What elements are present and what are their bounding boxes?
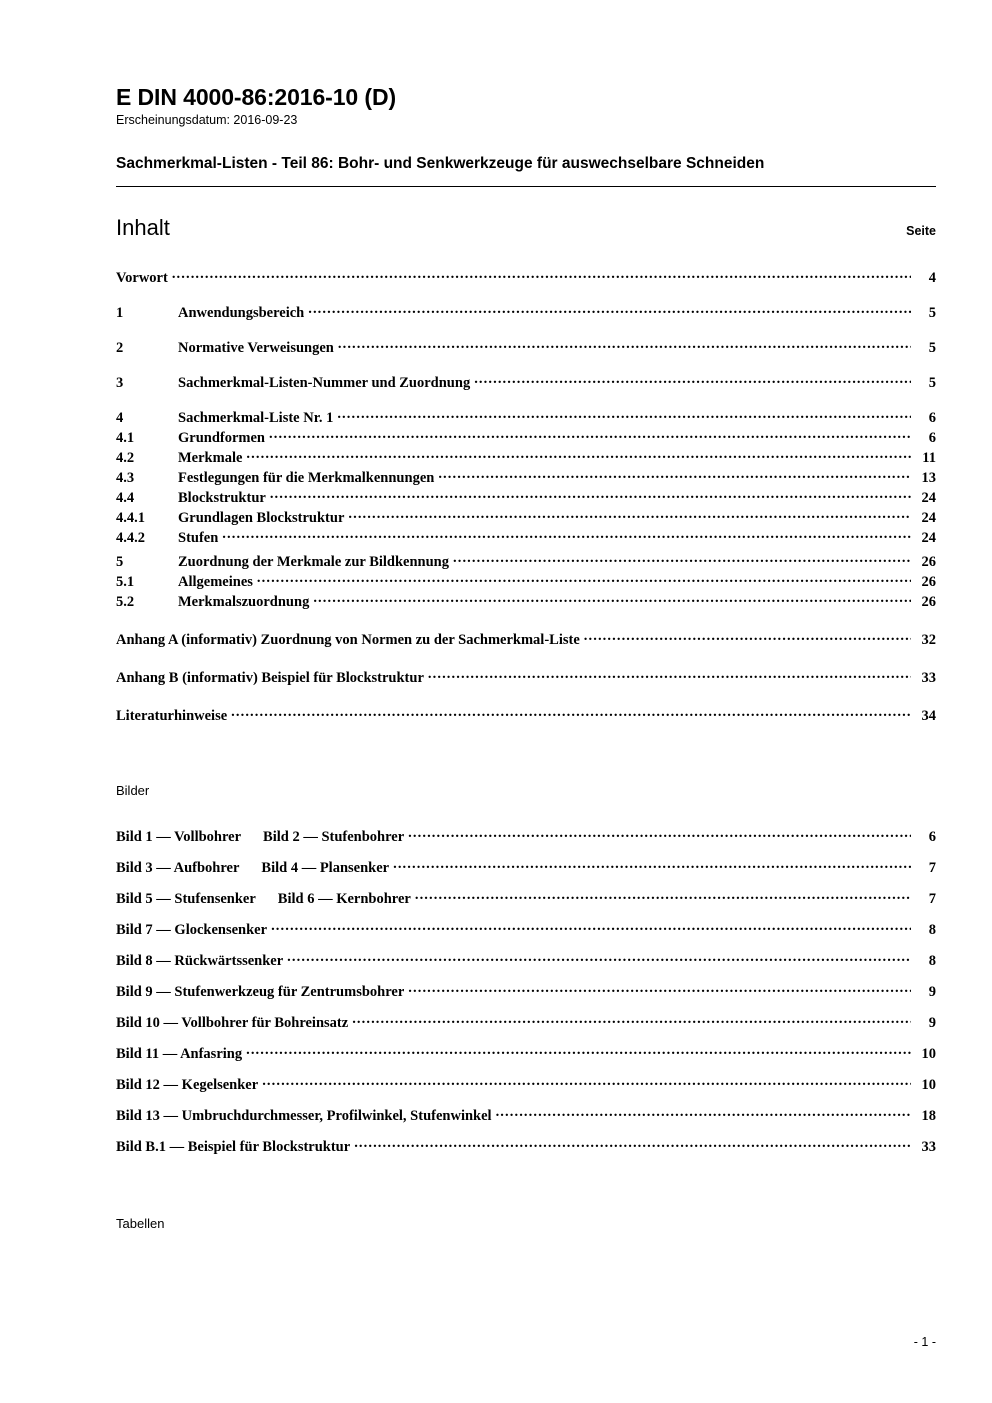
- figure-page: 10: [921, 1076, 936, 1093]
- toc-page: 13: [921, 469, 936, 486]
- toc-label: Sachmerkmal-Listen-Nummer und Zuordnung: [178, 374, 471, 391]
- tables-section: [116, 1216, 936, 1231]
- toc-page: 33: [921, 669, 936, 686]
- toc-entry-4-2[interactable]: [116, 447, 936, 465]
- figure-entry-13[interactable]: [116, 1105, 936, 1123]
- toc-number: 4.4: [116, 489, 135, 506]
- toc-leader: [408, 981, 911, 996]
- toc-label: Normative Verweisungen: [178, 339, 334, 356]
- toc-label: Allgemeines: [178, 573, 253, 590]
- toc-leader: [453, 551, 911, 566]
- figure-entry-9[interactable]: [116, 981, 936, 999]
- toc-page: 24: [921, 509, 936, 526]
- contents-heading: Inhalt: [116, 215, 170, 241]
- toc-number: 5.1: [116, 573, 135, 590]
- page-column-label: Seite: [906, 224, 936, 239]
- figure-entry-8[interactable]: [116, 950, 936, 968]
- toc-entry-1[interactable]: [116, 302, 936, 320]
- toc-leader: [428, 667, 911, 682]
- document-number: E DIN 4000-86:2016-10 (D): [116, 84, 397, 110]
- figure-page: 9: [928, 1014, 936, 1031]
- toc-leader: [438, 467, 911, 482]
- figure-entry-b1[interactable]: [116, 1136, 936, 1154]
- figure-label: Bild 11 — Anfasring: [116, 1045, 243, 1062]
- toc-page: 32: [921, 631, 936, 648]
- toc-label: Grundformen: [178, 429, 265, 446]
- figures-section: [116, 783, 936, 1154]
- toc-leader: [222, 527, 911, 542]
- toc-page: 6: [928, 429, 936, 446]
- toc-page: 26: [921, 573, 936, 590]
- toc-label: Literaturhinweise: [116, 707, 228, 724]
- toc-entry-5-1[interactable]: [116, 571, 936, 589]
- toc-label: Merkmalszuordnung: [178, 593, 310, 610]
- figure-entry-5[interactable]: [116, 888, 936, 906]
- figure-label: Bild 13 — Umbruchdurchmesser, Profilwinkel, Stufenwinkel: [116, 1107, 492, 1124]
- toc-leader: [172, 267, 911, 282]
- toc-entry-vorwort[interactable]: [116, 267, 936, 285]
- toc-label: Zuordnung der Merkmale zur Bildkennung: [178, 553, 449, 570]
- toc-label: Blockstruktur: [178, 489, 266, 506]
- toc-entry-literaturhinweise[interactable]: [116, 705, 936, 723]
- figures-list: [116, 826, 936, 1154]
- toc-page: 24: [921, 489, 936, 506]
- page-number: - 1 -: [913, 1335, 936, 1349]
- toc-page: 4: [928, 269, 936, 286]
- toc-entry-2[interactable]: [116, 337, 936, 355]
- toc-number: 4.2: [116, 449, 135, 466]
- toc-number: 4: [116, 409, 124, 426]
- figure-entry-11[interactable]: [116, 1043, 936, 1061]
- toc-leader: [415, 888, 911, 903]
- figure-page: 8: [928, 952, 936, 969]
- toc-label: Festlegungen für die Merkmalkennungen: [178, 469, 435, 486]
- document-header: [116, 84, 936, 187]
- toc-leader: [313, 591, 911, 606]
- figure-label: Bild 10 — Vollbohrer für Bohreinsatz: [116, 1014, 349, 1031]
- figure-entry-3[interactable]: [116, 857, 936, 875]
- toc-label: Sachmerkmal-Liste Nr. 1: [178, 409, 334, 426]
- toc-label: Vorwort: [116, 269, 168, 286]
- toc-leader: [270, 487, 911, 502]
- toc-leader: [474, 372, 911, 387]
- toc-entry-4-4[interactable]: [116, 487, 936, 505]
- toc-leader: [246, 447, 911, 462]
- toc-entry-4-4-2[interactable]: [116, 527, 936, 545]
- toc-leader: [262, 1074, 911, 1089]
- toc-page: 34: [921, 707, 936, 724]
- toc-entry-4-4-1[interactable]: [116, 507, 936, 525]
- toc-entry-4-1[interactable]: [116, 427, 936, 445]
- toc-leader: [257, 571, 911, 586]
- figure-label: Bild 9 — Stufenwerkzeug für Zentrumsbohrer: [116, 983, 405, 1000]
- figure-label: Bild 8 — Rückwärtssenker: [116, 952, 284, 969]
- toc-leader: [352, 1012, 911, 1027]
- toc-leader: [408, 826, 911, 841]
- toc-leader: [393, 857, 911, 872]
- toc-leader: [354, 1136, 911, 1151]
- toc-page: 5: [928, 374, 936, 391]
- toc-page: 5: [928, 339, 936, 356]
- toc-number: 1: [116, 304, 124, 321]
- figure-entry-10[interactable]: [116, 1012, 936, 1030]
- toc-page: 11: [922, 449, 936, 466]
- toc-number: 4.1: [116, 429, 135, 446]
- toc-leader: [231, 705, 911, 720]
- toc-leader: [338, 337, 911, 352]
- figure-label: Bild 3 — Aufbohrer Bild 4 — Plansenker: [116, 859, 390, 876]
- toc-number: 4.4.2: [116, 529, 145, 546]
- figure-label: Bild 1 — Vollbohrer Bild 2 — Stufenbohrer: [116, 828, 405, 845]
- toc-leader: [287, 950, 911, 965]
- toc-entry-4-3[interactable]: [116, 467, 936, 485]
- figure-page: 33: [921, 1138, 936, 1155]
- toc-number: 5: [116, 553, 124, 570]
- toc-entry-4[interactable]: [116, 407, 936, 425]
- figure-page: 9: [928, 983, 936, 1000]
- toc-page: 5: [928, 304, 936, 321]
- figure-entry-12[interactable]: [116, 1074, 936, 1092]
- document-title: Sachmerkmal-Listen - Teil 86: Bohr- und Senkwerkzeuge für auswechselbare Schneiden: [116, 155, 765, 173]
- figure-page: 8: [928, 921, 936, 938]
- figure-page: 18: [921, 1107, 936, 1124]
- toc-number: 5.2: [116, 593, 135, 610]
- toc-page: 26: [921, 593, 936, 610]
- figure-entry-7[interactable]: [116, 919, 936, 937]
- figure-label: Bild 12 — Kegelsenker: [116, 1076, 259, 1093]
- figure-label: Bild B.1 — Beispiel für Blockstruktur: [116, 1138, 351, 1155]
- toc-number: 3: [116, 374, 124, 391]
- toc-page: 6: [928, 409, 936, 426]
- publication-date: Erscheinungsdatum: 2016-09-23: [116, 113, 298, 128]
- toc-entry-3[interactable]: [116, 372, 936, 390]
- toc-entry-anhang-a[interactable]: [116, 629, 936, 647]
- toc-leader: [337, 407, 911, 422]
- figure-label: Bild 7 — Glockensenker: [116, 921, 268, 938]
- toc-label: Merkmale: [178, 449, 243, 466]
- toc-entry-anhang-b[interactable]: [116, 667, 936, 685]
- toc-entry-5[interactable]: [116, 551, 936, 569]
- figure-label: Bild 5 — Stufensenker Bild 6 — Kernbohrer: [116, 890, 411, 907]
- contents-heading-row: [116, 215, 936, 241]
- toc-leader: [584, 629, 911, 644]
- toc-number: 4.4.1: [116, 509, 145, 526]
- toc-number: 2: [116, 339, 124, 356]
- toc-page: 26: [921, 553, 936, 570]
- header-divider: [116, 186, 936, 187]
- page-content: [116, 84, 936, 1231]
- toc-leader: [269, 427, 911, 442]
- toc-leader: [348, 507, 911, 522]
- toc-leader: [271, 919, 911, 934]
- toc-leader: [496, 1105, 911, 1120]
- figure-page: 7: [928, 890, 936, 907]
- toc-label: Anwendungsbereich: [178, 304, 305, 321]
- figures-heading: Bilder: [116, 783, 150, 799]
- toc-page: 24: [921, 529, 936, 546]
- figure-page: 6: [928, 828, 936, 845]
- figure-page: 10: [921, 1045, 936, 1062]
- toc-leader: [308, 302, 911, 317]
- table-of-contents: [116, 267, 936, 723]
- figure-page: 7: [928, 859, 936, 876]
- toc-leader: [246, 1043, 911, 1058]
- toc-label: Stufen: [178, 529, 219, 546]
- toc-label: Anhang A (informativ) Zuordnung von Normen zu der Sachmerkmal-Liste: [116, 631, 580, 648]
- toc-number: 4.3: [116, 469, 135, 486]
- tables-heading: Tabellen: [116, 1216, 165, 1232]
- toc-entry-5-2[interactable]: [116, 591, 936, 609]
- toc-label: Grundlagen Blockstruktur: [178, 509, 345, 526]
- toc-label: Anhang B (informativ) Beispiel für Blockstruktur: [116, 669, 424, 686]
- figure-entry-1[interactable]: [116, 826, 936, 844]
